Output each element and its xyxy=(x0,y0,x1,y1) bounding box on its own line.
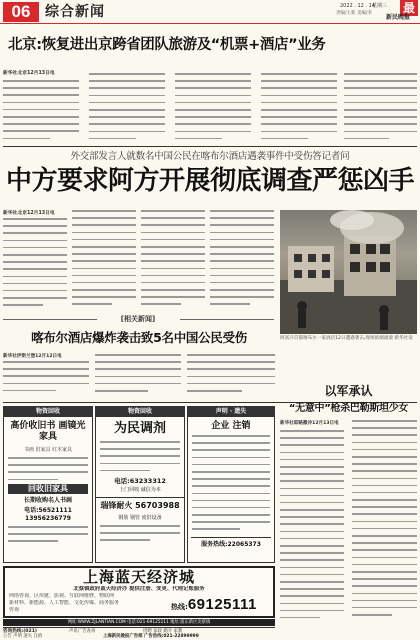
story3-body-col2 xyxy=(95,354,181,397)
related-news-tag: [相关新闻] xyxy=(120,315,156,323)
story4-headline-line1: 以军承认 xyxy=(324,384,373,398)
header-rule xyxy=(0,23,420,24)
story4-body-col1 xyxy=(280,430,344,635)
ad-banner-phone-label: 热线: xyxy=(171,603,188,611)
ad-wuzi-text xyxy=(8,457,88,481)
ad-huishou-title: 为民调剂 xyxy=(113,421,166,436)
brand-name: 新民晚报 xyxy=(386,14,411,21)
story3-headline: 喀布尔酒店爆炸袭击致5名中国公民受伤 xyxy=(31,330,247,345)
news-photo xyxy=(280,210,417,334)
classified-row-1: 声讯广告查询 xyxy=(69,629,96,634)
section-title: 综合新闻 xyxy=(45,4,105,20)
tag-rule-right xyxy=(180,319,274,320)
story3-byline: 新华社伊斯兰堡12月12日电 xyxy=(3,354,62,359)
story2-body-col3 xyxy=(141,210,205,312)
story2-headline: 中方要求阿方开展彻底调查严惩凶手 xyxy=(5,166,414,196)
classified-footer: 上海新民晚报广告部 广告热线:021-22899999 xyxy=(103,634,199,639)
story2-body-col4 xyxy=(210,210,274,312)
ad-wuzi xyxy=(3,406,93,563)
story1-body-col2 xyxy=(89,73,165,142)
brand-badge: 最 xyxy=(400,0,418,16)
ad-huishou-text xyxy=(100,441,180,475)
story3-body-col1 xyxy=(3,361,89,397)
story1-headline: 北京:恢复进出京跨省团队旅游及“机票+酒店”业务 xyxy=(8,37,326,53)
ad-wuzi-sub: 书画 旧家具 红木家具 xyxy=(23,447,73,453)
ad-banner-subtitle: 北蔡镇政府蓝天经济办 提供注册、变更、代理记账服务 xyxy=(73,586,205,592)
story4-body-col2 xyxy=(352,420,417,635)
ad-banner-line2: 网络咨询、区块链、影视、互联网维修、物联网 xyxy=(9,593,115,599)
header-weekday: 星期三 xyxy=(372,3,388,9)
ad-huishou xyxy=(95,406,185,563)
ad-banner-phone: 69125111 xyxy=(187,596,257,613)
story2-byline: 新华社北京12月13日电 xyxy=(3,211,55,216)
story3-body-col3 xyxy=(187,354,275,397)
story1-byline: 新华社北京12月13日电 xyxy=(3,71,55,76)
ad-qiye-header: 声明 · 遗失 xyxy=(188,407,274,417)
ad-wuzi-title2: 回收旧家具 xyxy=(8,484,88,494)
ad-huishou-text2 xyxy=(100,525,180,543)
ad-huishou-sub: 上门回收 诚信为本 xyxy=(119,487,161,493)
classified-row-3: 公告 声明 遗失 注销 xyxy=(3,634,43,639)
photo-caption: 阿富汗首都喀布尔一家酒店12日遭遇袭击,现场浓烟滚滚 新华社发 xyxy=(280,336,413,341)
story1-body-col5 xyxy=(344,73,417,142)
ad-qiye-title: 企业 注销 xyxy=(211,421,251,431)
ad-banner-footer: 网址:WWW.ZJLANTIAN.COM 电话:021-69125111 地址:浦东新区北蔡镇 xyxy=(3,619,275,626)
story4-byline: 新华社耶路撒冷12月13日电 xyxy=(280,421,339,426)
ad-huishou-sub2: 钢筋 钢管 废旧设备 xyxy=(118,515,162,521)
page-header xyxy=(0,0,420,24)
ad-banner-title: 上海蓝天经济城 xyxy=(82,568,195,586)
story2-body-col1 xyxy=(3,218,67,312)
photo-scene xyxy=(280,210,417,334)
ad-wuzi-phone2: 13956236779 xyxy=(25,515,71,522)
story1-body-col1 xyxy=(3,80,79,142)
ad-huishou-title2: 瑞锋耐火 56703988 xyxy=(96,497,184,511)
ad-qiye-phone: 服务热线:22065373 xyxy=(191,537,271,549)
classified-row-2: 招聘 家政 婚介 家教 xyxy=(143,629,183,634)
divider xyxy=(3,146,417,147)
ad-wuzi-phone1: 电话:56521111 xyxy=(24,507,72,514)
ad-huishou-header: 物资回收 xyxy=(96,407,184,417)
ad-qiye xyxy=(187,406,275,563)
story2-body-col2 xyxy=(72,210,136,312)
ad-banner-line4: 咨询 xyxy=(9,607,20,613)
story1-body-col3 xyxy=(175,73,251,142)
ad-wuzi-header: 物资回收 xyxy=(4,407,92,417)
header-editor: 责编/王新 美编/李 xyxy=(336,11,372,16)
story4-headline-line2: “无意中”枪杀巴勒斯坦少女 xyxy=(288,403,409,414)
ad-huishou-phone: 电话:63233312 xyxy=(114,477,166,485)
classified-strip xyxy=(3,627,275,639)
tag-rule-left xyxy=(3,319,97,320)
ad-wuzi-title3: 长期收购名人书画 xyxy=(23,497,72,504)
header-date: 2022 . 12 . 14 xyxy=(340,3,375,9)
story1-body-col4 xyxy=(261,73,337,142)
ad-wuzi-title: 高价收旧书 画镜光家具 xyxy=(10,421,86,442)
page-number: 06 xyxy=(3,2,39,22)
ad-banner-line3: 新材料、新能源、人工智能、文化传媒、商务服务 xyxy=(9,600,120,606)
classified-label: 咨询热线:(021) xyxy=(3,629,38,634)
ad-banner-hotline xyxy=(171,594,273,614)
story2-kicker: 外交部发言人就数名中国公民在喀布尔酒店遇袭事件中受伤答记者问 xyxy=(70,151,350,162)
ad-banner xyxy=(3,566,275,618)
ad-wuzi-text2 xyxy=(8,526,88,544)
ad-qiye-text xyxy=(192,435,270,535)
brand-logo xyxy=(386,0,420,23)
